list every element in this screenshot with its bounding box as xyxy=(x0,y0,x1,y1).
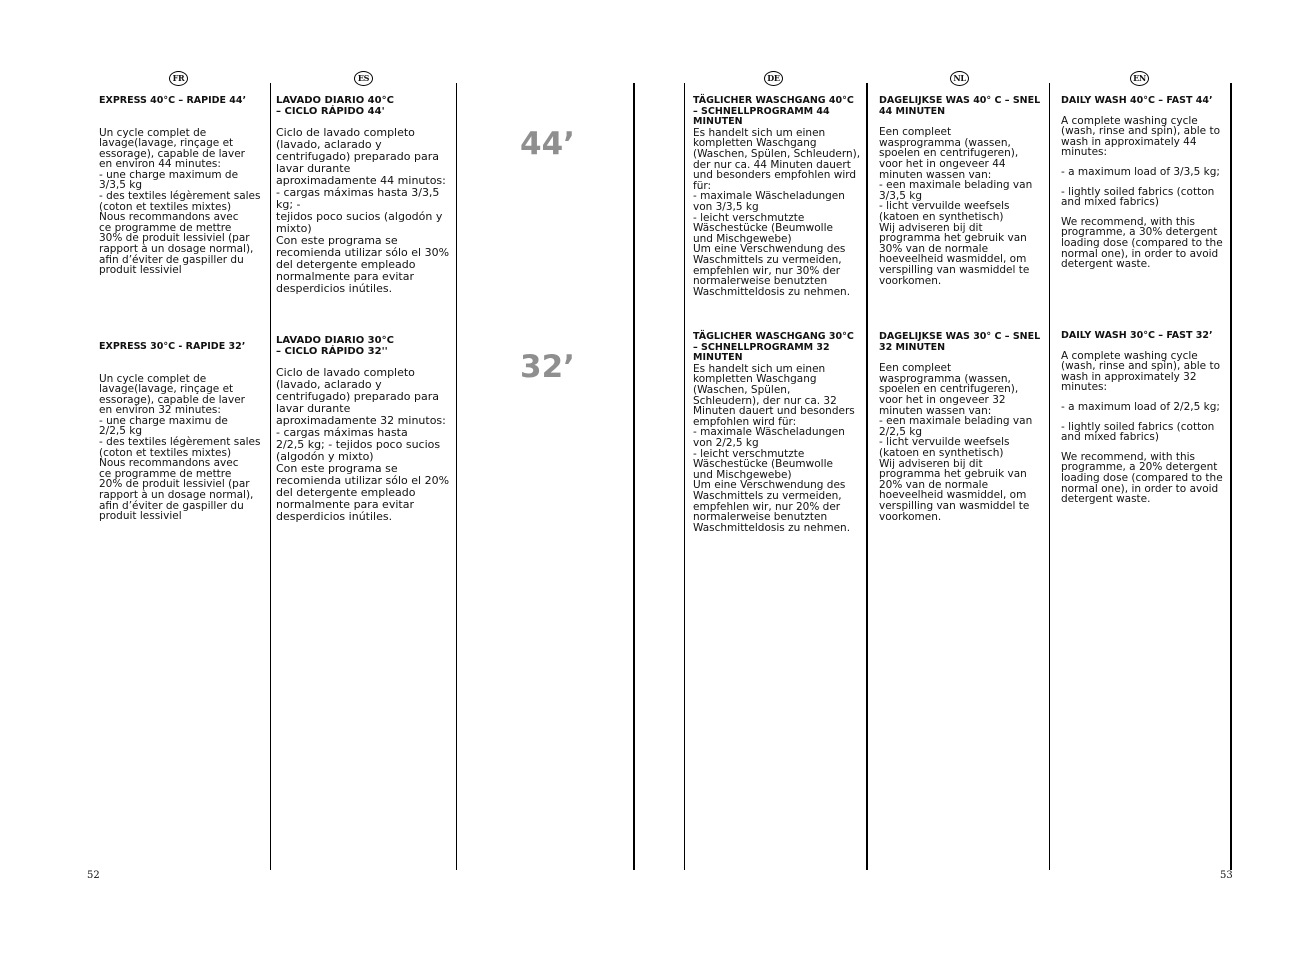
en-column xyxy=(1061,96,1225,279)
en-paragraph: - a maximum load of 2/2,5 kg; xyxy=(1061,400,1220,413)
en-heading-40: DAILY WASH 40°C – FAST 44’ xyxy=(1061,95,1213,106)
es-column xyxy=(276,96,450,295)
fr-body-40: Un cycle complet de lavage(lavage, rinçage et essorage), capable de laver en environ 44 minutes: - une charge maximum de 3/3,5 kg - des textiles légèrement sales (coton et textiles mixtes) Nous recommandons avec ce programme de mettre 30% de produit lessiviel (par rapport à un dosage normal), afin d’éviter de gaspiller du produit lessiviel xyxy=(99,126,261,277)
column-divider xyxy=(1049,83,1050,870)
es-column-32 xyxy=(276,336,450,523)
en-paragraph: We recommend, with this programme, a 30% detergent loading dose (compared to the normal one), in order to avoid detergent waste. xyxy=(1061,215,1223,271)
de-body-40: Es handelt sich um einen kompletten Waschgang (Waschen, Spülen, Schleudern), der nur ca. 44 Minuten dauert und besonders empfohlen wird für: - maximale Wäscheladungen von 3/3,5 kg - leicht verschmutzte Wäschestücke (Beumwolle und Mischgewebe) Um eine Verschwendung des Waschmittels zu vermeiden, empfehlen wir, nur 30% der normalerweise benutzten Waschmitteldosis zu nehmen. xyxy=(693,126,861,298)
de-heading-30: TÄGLICHER WASCHGANG 30°C – SCHNELLPROGRAMM 32 MINUTEN xyxy=(693,331,854,364)
language-badge-nl: NL xyxy=(950,71,969,86)
en-paragraph: - a maximum load of 3/3,5 kg; xyxy=(1061,165,1220,178)
de-column-32 xyxy=(693,332,861,533)
fr-heading-40: EXPRESS 40°C – RAPIDE 44’ xyxy=(99,95,247,106)
page-divider xyxy=(633,83,635,870)
es-heading-30: LAVADO DIARIO 30°C – CICLO RÁPIDO 32'' xyxy=(276,335,394,357)
de-body-30: Es handelt sich um einen kompletten Waschgang (Waschen, Spülen, Schleudern), der nur ca. 32 Minuten dauert und besonders empfohlen wird für: - maximale Wäscheladungen von 2/2,5 kg - leicht verschmutzte Wäschestücke (Beumwolle und Mischgewebe) Um eine Verschwendung des Waschmittels zu vermeiden, empfehlen wir, nur 20% der normalerweise benutzten Waschmitteldosis zu nehmen. xyxy=(693,362,855,534)
language-badge-es: ES xyxy=(354,71,373,86)
de-heading-40: TÄGLICHER WASCHGANG 40°C – SCHNELLPROGRAMM 44 MINUTEN xyxy=(693,95,854,128)
fr-body-30: Un cycle complet de lavage(lavage, rinçage et essorage), capable de laver en environ 32 minutes: - une charge maximu de 2/2,5 kg - des textiles légèrement sales (coton et textiles mixtes) Nous recommandons avec ce programme de mettre 20% de produit lessiviel (par rapport à un dosage normal), afin d’éviter de gaspiller du produit lessiviel xyxy=(99,372,261,523)
column-divider xyxy=(684,83,685,870)
fr-column xyxy=(99,96,261,276)
en-paragraph: We recommend, with this programme, a 20% detergent loading dose (compared to the normal one), in order to avoid detergent waste. xyxy=(1061,450,1223,506)
en-paragraph: A complete washing cycle (wash, rinse and spin), able to wash in approximately 32 minutes: xyxy=(1061,349,1221,394)
es-body-40: Ciclo de lavado completo (lavado, aclarado y centrifugado) preparado para lavar durante aproximadamente 44 minutos: - cargas máximas hasta 3/3,5 kg; - tejidos poco sucios (algodón y mixto) Con este programa se recomienda utilizar sólo el 30% del detergente empleado normalmente para evitar desperdicios inútiles. xyxy=(276,126,450,296)
fr-heading-30: EXPRESS 30°C - RAPIDE 32’ xyxy=(99,341,246,352)
de-column xyxy=(693,96,861,297)
nl-heading-40: DAGELIJKSE WAS 40° C – SNEL 44 MINUTEN xyxy=(879,95,1041,117)
fr-column-32 xyxy=(99,342,261,522)
page-number-left: 52 xyxy=(87,870,100,881)
column-divider xyxy=(456,83,457,870)
nl-body-30: Een compleet wasprogramma (wassen, spoelen en centrifugeren), voor het in ongeveer 32 minuten wassen van: - een maximale belading van 2/2,5 kg - licht vervuilde weefsels (katoen en synthetisch) Wij adviseren bij dit programma het gebruik van 20% van de normale hoeveelheid wasmiddel, om verspilling van wasmiddel te voorkomen. xyxy=(879,362,1033,523)
es-heading-40: LAVADO DIARIO 40°C – CICLO RÁPIDO 44' xyxy=(276,95,394,117)
en-paragraph: - lightly soiled fabrics (cotton and mixed fabrics) xyxy=(1061,185,1215,209)
language-badge-en: EN xyxy=(1130,71,1149,86)
page-edge-divider xyxy=(1230,83,1232,870)
nl-column-32 xyxy=(879,332,1044,522)
nl-column xyxy=(879,96,1044,286)
page-number-right: 53 xyxy=(1220,870,1233,881)
en-paragraph: - lightly soiled fabrics (cotton and mixed fabrics) xyxy=(1061,420,1215,444)
nl-body-40: Een compleet wasprogramma (wassen, spoelen en centrifugeren), voor het in ongeveer 44 minuten wassen van: - een maximale belading van 3/3,5 kg - licht vervuilde weefsels (katoen en synthetisch) Wij adviseren bij dit programma het gebruik van 30% van de normale hoeveelheid wasmiddel, om verspilling van wasmiddel te voorkomen. xyxy=(879,126,1033,287)
column-divider xyxy=(270,83,271,870)
en-column-32 xyxy=(1061,331,1225,514)
time-32-label: 32’ xyxy=(520,349,575,385)
column-divider xyxy=(866,83,868,870)
es-body-30: Ciclo de lavado completo (lavado, aclarado y centrifugado) preparado para lavar durante aproximadamente 32 minutos: - cargas máximas hasta 2/2,5 kg; - tejidos poco sucios (algodón y mixto) Con este programa se recomienda utilizar sólo el 20% del detergente empleado normalmente para evitar desperdicios inútiles. xyxy=(276,366,450,524)
language-badge-de: DE xyxy=(764,71,783,86)
en-heading-30: DAILY WASH 30°C – FAST 32’ xyxy=(1061,330,1213,341)
nl-heading-30: DAGELIJKSE WAS 30° C – SNEL 32 MINUTEN xyxy=(879,331,1041,353)
en-paragraph: A complete washing cycle (wash, rinse and spin), able to wash in approximately 44 minutes: xyxy=(1061,114,1221,159)
language-badge-fr: FR xyxy=(169,71,188,86)
time-44-label: 44’ xyxy=(520,126,575,162)
